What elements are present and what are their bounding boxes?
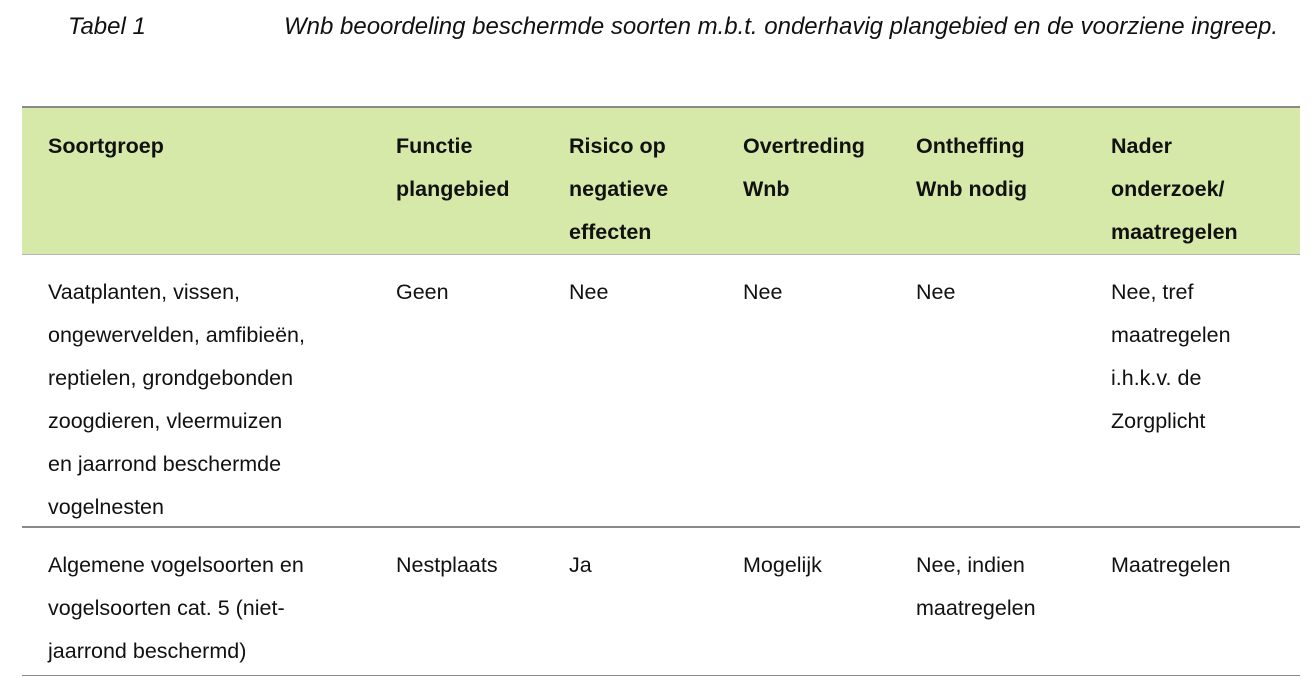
header-overtreding xyxy=(743,125,903,211)
cell-nader xyxy=(1111,271,1281,443)
header-ontheffing xyxy=(916,125,1091,211)
cell-risico xyxy=(569,544,729,587)
header-nader-onderzoek xyxy=(1111,125,1281,254)
cell-overtreding xyxy=(743,271,903,314)
cell-text: maatregelen xyxy=(916,596,1036,620)
cell-text: Geen xyxy=(396,280,449,304)
cell-text: Nestplaats xyxy=(396,553,498,577)
table-row xyxy=(22,254,1300,528)
species-assessment-table xyxy=(22,106,1300,676)
cell-text: zoogdieren, vleermuizen xyxy=(48,409,283,433)
cell-overtreding xyxy=(743,544,903,587)
cell-text: jaarrond beschermd) xyxy=(48,639,247,663)
cell-text: Nee, tref xyxy=(1111,280,1194,304)
cell-text: maatregelen xyxy=(1111,323,1231,347)
cell-text: Nee xyxy=(743,280,783,304)
header-soortgroep xyxy=(48,125,368,168)
cell-text: Maatregelen xyxy=(1111,553,1231,577)
cell-text: reptielen, grondgebonden xyxy=(48,366,294,390)
cell-text: Ja xyxy=(569,553,592,577)
header-text: maatregelen xyxy=(1111,220,1238,244)
cell-soortgroep xyxy=(48,544,368,673)
cell-text: Zorgplicht xyxy=(1111,409,1206,433)
cell-text: ongewervelden, amfibieën, xyxy=(48,323,305,347)
cell-text: Nee, indien xyxy=(916,553,1025,577)
cell-text: vogelnesten xyxy=(48,495,164,519)
header-text: Risico op xyxy=(569,134,666,158)
cell-text: Nee xyxy=(916,280,956,304)
header-text: Wnb xyxy=(743,177,790,201)
cell-soortgroep xyxy=(48,271,368,529)
cell-text: Vaatplanten, vissen, xyxy=(48,280,241,304)
header-functie-plangebied xyxy=(396,125,556,211)
header-text: Nader xyxy=(1111,134,1172,158)
header-text: effecten xyxy=(569,220,652,244)
header-text: negatieve xyxy=(569,177,669,201)
table-header-row xyxy=(22,106,1300,254)
header-text: Ontheffing xyxy=(916,134,1025,158)
header-text: Wnb nodig xyxy=(916,177,1028,201)
header-risico xyxy=(569,125,729,254)
cell-ontheffing xyxy=(916,271,1091,314)
header-text: Soortgroep xyxy=(48,134,164,158)
header-text: onderzoek/ xyxy=(1111,177,1225,201)
cell-text: Nee xyxy=(569,280,609,304)
cell-functie xyxy=(396,271,556,314)
cell-functie xyxy=(396,544,556,587)
cell-text: i.h.k.v. de xyxy=(1111,366,1202,390)
cell-ontheffing xyxy=(916,544,1091,630)
cell-text: Mogelijk xyxy=(743,553,822,577)
table-caption xyxy=(0,10,1310,90)
cell-text: Algemene vogelsoorten en xyxy=(48,553,304,577)
cell-nader xyxy=(1111,544,1281,587)
caption-text: Wnb beoordeling beschermde soorten m.b.t. onderhavig plangebied en de voorziene ingreep. xyxy=(284,13,1278,40)
cell-text: vogelsoorten cat. 5 (niet- xyxy=(48,596,285,620)
caption-label: Tabel 1 xyxy=(68,13,146,40)
header-text: plangebied xyxy=(396,177,510,201)
header-text: Overtreding xyxy=(743,134,865,158)
cell-text: en jaarrond beschermde xyxy=(48,452,282,476)
header-text: Functie xyxy=(396,134,473,158)
table-row xyxy=(22,528,1300,676)
cell-risico xyxy=(569,271,729,314)
